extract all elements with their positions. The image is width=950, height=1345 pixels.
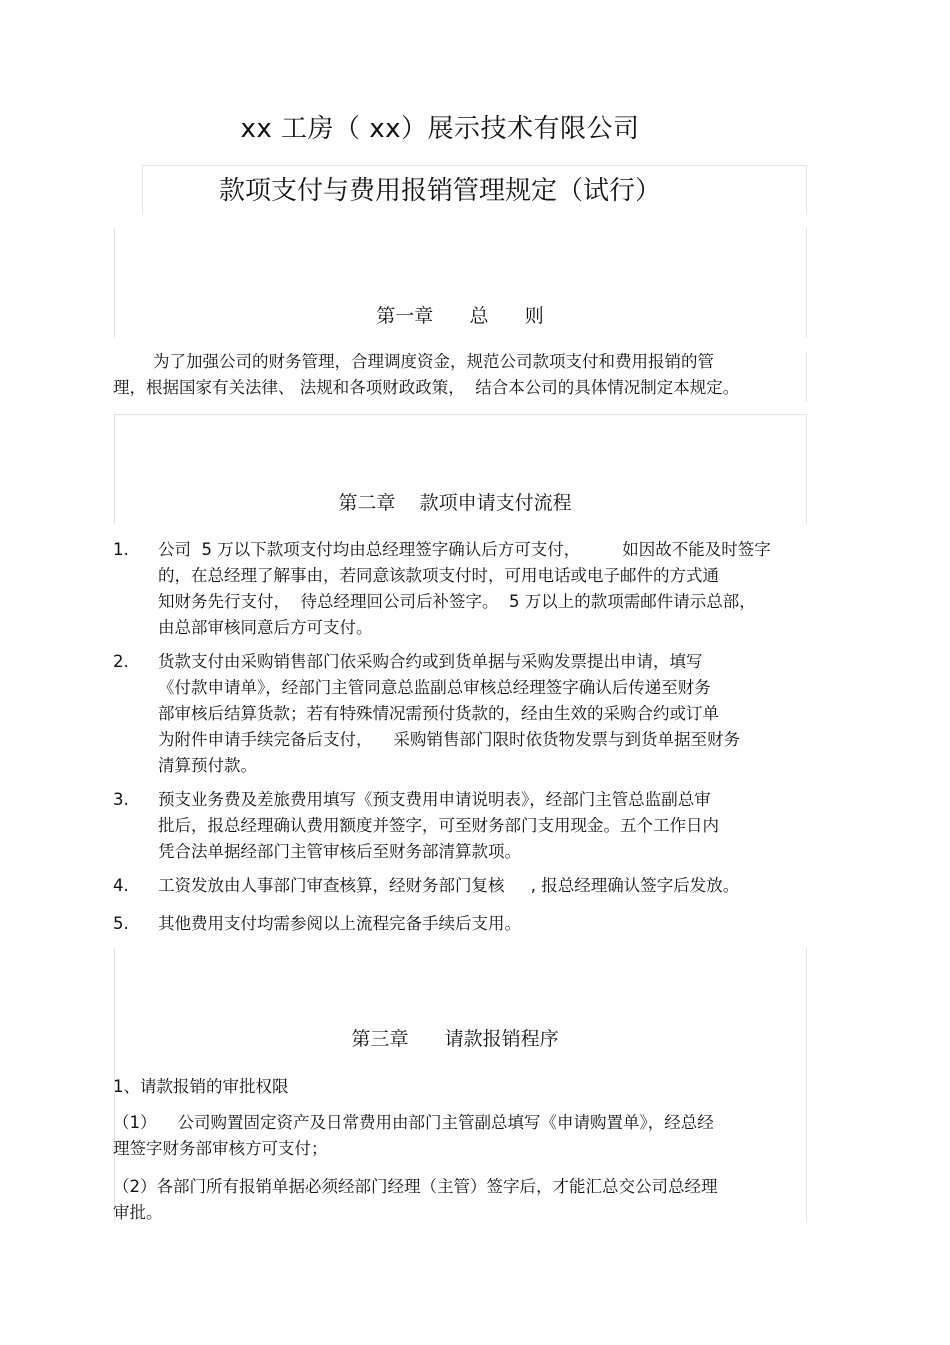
list-line: 其他费用支付均需参阅以上流程完备手续后支用。 [158,914,521,933]
company-name: xx 工房（ xx）展示技术有限公司 [240,114,640,144]
chapter2-heading: 第二章 款项申请支付流程 [338,492,572,514]
paragraph-line: 为了加强公司的财务管理，合理调度资金，规范公司款项支付和费用报销的管 [153,352,714,371]
document-title: 款项支付与费用报销管理规定（试行） [218,176,661,206]
list-line: 凭合法单据经部门主管审核后至财务部清算款项。 [158,842,521,861]
list-line: 《付款申请单》，经部门主管同意总监副总审核总经理签字确认后传递至财务 [158,678,711,697]
list-line: 由总部审核同意后方可支付。 [158,618,373,637]
list-line: 货款支付由采购销售部门依采购合约或到货单据与采购发票提出申请，填写 [158,652,703,671]
paragraph-line: 理，根据国家有关法律、 法规和各项财政政策， 结合本公司的具体情况制定本规定。 [113,378,740,397]
list-number: 2. [113,652,129,671]
list-line: 工资发放由人事部门审查核算，经财务部门复核 , 报总经理确认签字后发放。 [158,876,740,895]
chapter1-paragraph [113,349,813,401]
list-line: 为附件申请手续完备后支付， 采购销售部门限时依货物发票与到货单据至财务 [158,730,740,749]
list-line: 批后，报总经理确认费用额度并签字，可至财务部门支用现金。五个工作日内 [158,816,719,835]
list-number: 3. [113,790,129,809]
chapter3-paragraph [113,1174,813,1226]
frame-line [114,414,806,415]
list-line: 清算预付款。 [158,756,257,775]
frame-line [142,165,806,166]
paragraph-line: 理签字财务部审核方可支付； [113,1139,328,1158]
list-number: 1. [113,540,129,559]
list-line: 知财务先行支付， 待总经理回公司后补签字。 5 万以上的款项需邮件请示总部， [158,592,756,611]
chapter1-heading: 第一章 总 则 [376,305,544,327]
chapter3-heading: 第三章 请款报销程序 [351,1028,559,1050]
chapter3-paragraph [113,1110,813,1162]
list-line: 预支业务费及差旅费用填写《预支费用申请说明表》，经部门主管总监副总审 [158,790,711,809]
paragraph-line: （1） 公司购置固定资产及日常费用由部门主管副总填写《申请购置单》，经总经 [113,1113,714,1132]
list-line: 的，在总经理了解事由，若同意该款项支付时，可用电话或电子邮件的方式通 [158,566,719,585]
paragraph-line: 审批。 [113,1203,163,1222]
list-line: 部审核后结算货款；若有特殊情况需预付货款的，经由生效的采购合约或订单 [158,704,719,723]
list-number: 5. [113,914,129,933]
list-number: 4. [113,876,129,895]
subsection-heading: 1、请款报销的审批权限 [113,1077,289,1096]
paragraph-line: （2）各部门所有报销单据必须经部门经理（主管）签字后，才能汇总交公司总经理 [113,1177,718,1196]
list-line: 公司 5 万以下款项支付均由总经理签字确认后方可支付， 如因故不能及时签字 [158,540,771,559]
